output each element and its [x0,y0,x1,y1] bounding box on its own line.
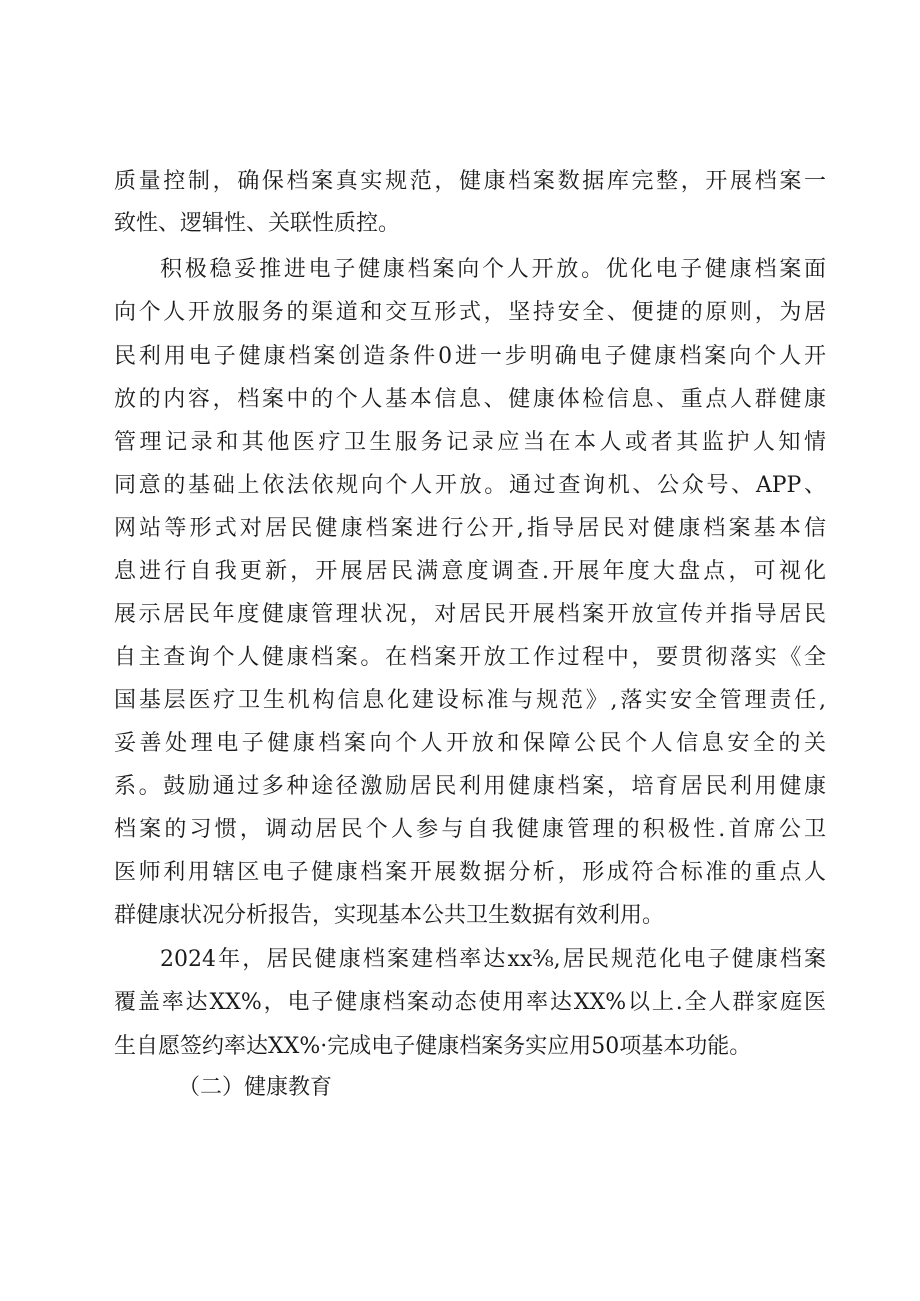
text-line: 放的内容，档案中的个人基本信息、健康体检信息、重点人群健康 [114,387,826,412]
text-line: 同意的基础上依法依规向个人开放。通过查询机、公众号、APP、 [114,473,826,498]
text-line: 系。鼓励通过多种途径激励居民利用健康档案，培育居民利用健康 [114,774,826,799]
text-line: 息进行自我更新，开展居民满意度调查.开展年度大盘点，可视化 [114,559,826,584]
text-line: 向个人开放服务的渠道和交互形式，坚持安全、便捷的原则，为居 [114,300,826,325]
text-line: 生自愿签约率达XX%·完成电子健康档案务实应用50项基本功能。 [114,1034,752,1059]
text-line: 民利用电子健康档案创造条件0进一步明确电子健康档案向个人开 [114,344,826,369]
text-line: 展示居民年度健康管理状况，对居民开展档案开放宣传并指导居民 [114,602,826,627]
text-line: 妥善处理电子健康档案向个人开放和保障公民个人信息安全的关 [114,731,826,756]
text-line: 积极稳妥推进电子健康档案向个人开放。优化电子健康档案面 [160,257,826,282]
text-line: 自主查询个人健康档案。在档案开放工作过程中，要贯彻落实《全 [114,645,826,670]
text-line: 医师利用辖区电子健康档案开展数据分析，形成符合标准的重点人 [114,860,826,885]
text-line: 管理记录和其他医疗卫生服务记录应当在本人或者其监护人知情 [114,430,826,455]
text-line: 覆盖率达XX%，电子健康档案动态使用率达XX%以上.全人群家庭医 [114,990,826,1015]
text-line: 国基层医疗卫生机构信息化建设标准与规范》,落实安全管理责任, [114,688,826,713]
text-line: 网站等形式对居民健康档案进行公开,指导居民对健康档案基本信 [114,516,826,541]
section-heading: （二）健康教育 [178,1075,333,1100]
text-line: 2024年，居民健康档案建档率达xx⅜,居民规范化电子健康档案 [160,947,826,972]
text-line: 档案的习惯，调动居民个人参与自我健康管理的积极性.首席公卫 [114,817,826,842]
text-line: 群健康状况分析报告，实现基本公共卫生数据有效利用。 [114,903,665,928]
text-line: 质量控制，确保档案真实规范，健康档案数据库完整，开展档案一 [114,169,826,194]
text-line: 致性、逻辑性、关联性质控。 [114,211,401,236]
